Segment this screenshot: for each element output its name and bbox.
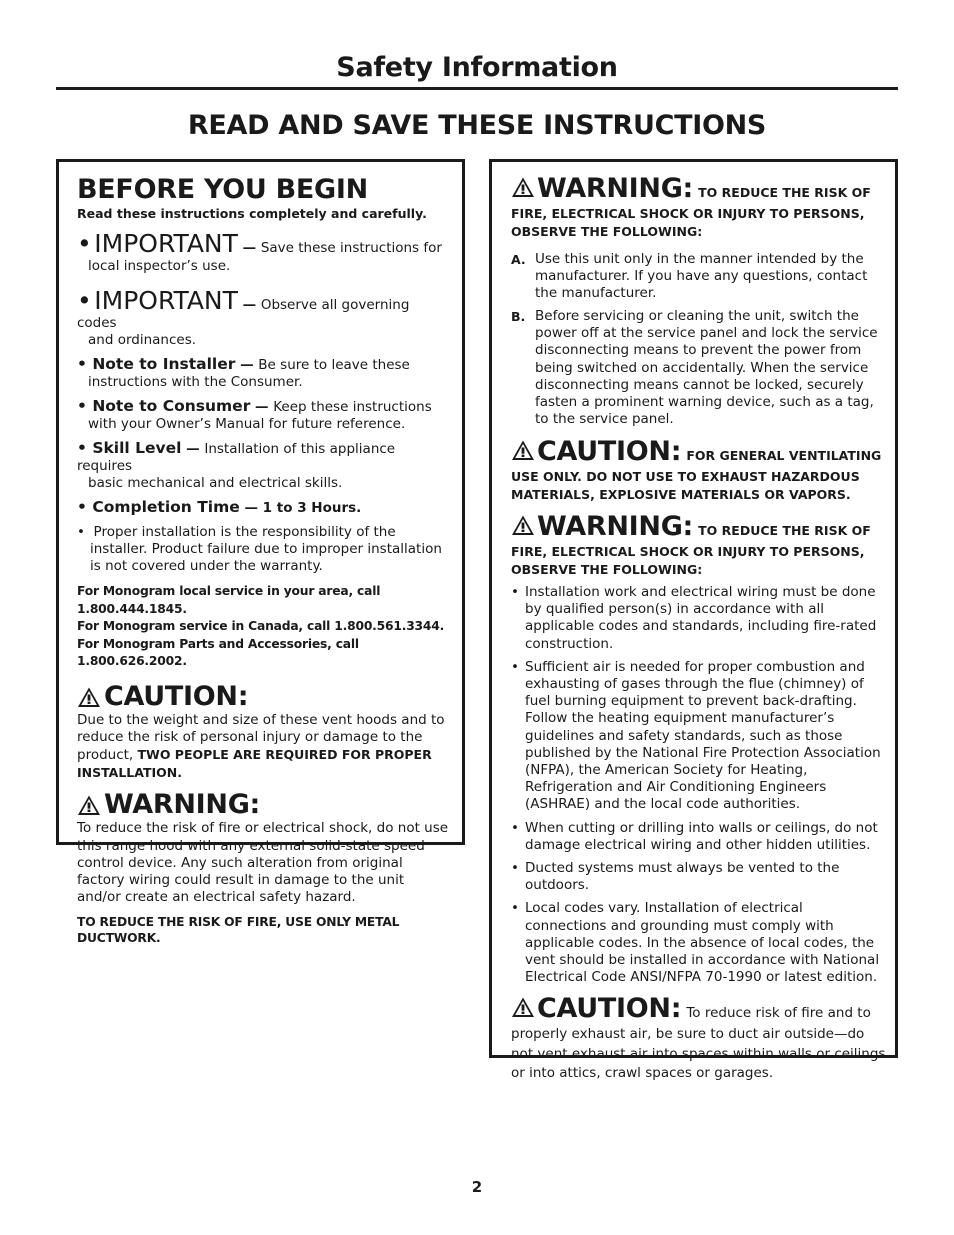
caution-text: To reduce risk of fire and to properly exhaust air, be sure to duct air outside—do not vent exhaust air into spaces within walls or ceilings or into attics, crawl spaces or garages.: [511, 1005, 886, 1081]
warning-triangle-icon: [77, 794, 101, 816]
caution-heading: CAUTION:: [104, 680, 249, 712]
warning-triangle-icon: [511, 176, 535, 198]
service-line: For Monogram Parts and Accessories, call 1.800.626.2002.: [77, 636, 359, 668]
important-text: Observe all governing codes: [77, 297, 410, 331]
caution-text-bold: TWO PEOPLE ARE REQUIRED FOR PROPER INSTALLATION.: [77, 746, 432, 781]
warning-block-1: [511, 174, 887, 240]
installer-responsibility: • Proper installation is the responsibility of the installer. Product failure due to improper installation is not covered under the warranty.: [77, 524, 442, 574]
warning-triangle-icon: [511, 996, 535, 1018]
warning-block-2: [511, 512, 887, 578]
caution-text: Due to the weight and size of these vent hoods and to reduce the risk of personal injury or damage to the product,: [77, 711, 445, 763]
before-you-begin-subtitle: Read these instructions completely and carefully.: [77, 206, 427, 221]
list-item: • Sufficient air is needed for proper combustion and exhausting of gases through the flue (chimney) of fuel burning equipment to prevent back-drafting. Follow the heating equipment manufacturer’s guidelines and safety standards, such as those published by the National Fire Protection Association (NFPA), the American Society for Heating, Refrigeration and Air Conditioning Engineers (ASHRAE) and the local code authorities.: [511, 658, 881, 813]
service-contacts: [77, 583, 450, 671]
section-title: Safety Information: [336, 52, 618, 83]
note-to-installer: • Note to Installer — Be sure to leave these instructions with the Consumer.: [77, 355, 410, 390]
caution-block: [77, 682, 450, 783]
list-item: • Local codes vary. Installation of electrical connections and grounding must comply with applicable codes. In the absence of local codes, the vent should be installed in accordance with National Electrical Code ANSI/NFPA 70-1990 or latest edition.: [511, 900, 880, 986]
list-item: • Ducted systems must always be vented to the outdoors.: [511, 859, 840, 894]
warning-triangle-icon: [511, 439, 535, 461]
list-item: B. Before servicing or cleaning the unit, switch the power off at the service panel and lock the service disconnecting means to prevent the power from being switched on accidentally. When the service disconnecting means cannot be locked, securely fasten a prominent warning device, such as a tag, to the service panel.: [511, 308, 878, 427]
before-you-begin-title: BEFORE YOU BEGIN: [77, 174, 368, 205]
caution-heading: CAUTION:: [537, 993, 682, 1025]
safety-warnings-box: [489, 159, 898, 1081]
warning-heading: WARNING:: [537, 510, 694, 542]
lettered-list: [511, 251, 887, 428]
warning-block: [77, 790, 450, 946]
before-you-begin-box: [56, 159, 465, 946]
service-line: For Monogram service in Canada, call 1.800.561.3344.: [77, 619, 445, 633]
important-lead: IMPORTANT: [94, 229, 238, 258]
warning-heading: WARNING:: [104, 789, 261, 821]
important-text: Save these instructions for: [260, 240, 442, 256]
service-line: For Monogram local service in your area, call 1.800.444.1845.: [77, 584, 381, 616]
list-item: A. Use this unit only in the manner intended by the manufacturer. If you have any questions, contact the manufacturer.: [511, 251, 868, 302]
completion-time: • Completion Time — 1 to 3 Hours.: [77, 498, 362, 516]
page-header: [56, 50, 898, 90]
warning-caps-text: TO REDUCE THE RISK OF FIRE, ELECTRICAL SHOCK OR INJURY TO PERSONS, OBSERVE THE FOLLOWING:: [511, 185, 871, 239]
caution-heading: CAUTION:: [537, 435, 682, 467]
metal-ductwork-note: TO REDUCE THE RISK OF FIRE, USE ONLY METAL DUCTWORK.: [77, 915, 400, 946]
important-item-2: • IMPORTANT — Observe all governing codes and ordinances.: [77, 286, 410, 348]
skill-level: • Skill Level — Installation of this appliance requires basic mechanical and electrical skills.: [77, 439, 396, 491]
page-number: 2: [471, 1178, 483, 1196]
caution-block-1: [511, 437, 887, 503]
warning-caps-text: TO REDUCE THE RISK OF FIRE, ELECTRICAL SHOCK OR INJURY TO PERSONS, OBSERVE THE FOLLOWING:: [511, 522, 871, 577]
caution-block-2: [511, 994, 887, 1082]
warning-heading: WARNING:: [537, 173, 694, 204]
warning-triangle-icon: [511, 514, 535, 536]
important-item-1: • IMPORTANT — Save these instructions for local inspector’s use.: [77, 229, 442, 274]
list-item: • Installation work and electrical wiring must be done by qualified person(s) in accordance with all applicable codes and standards, including fire-rated construction.: [511, 583, 877, 652]
caution-caps-text: FOR GENERAL VENTILATING USE ONLY. DO NOT USE TO EXHAUST HAZARDOUS MATERIALS, EXPLOSIVE MATERIALS OR VAPORS.: [511, 447, 882, 502]
bullet-list: [511, 584, 887, 986]
list-item: • When cutting or drilling into walls or ceilings, do not damage electrical wiring and other hidden utilities.: [511, 819, 878, 853]
note-to-consumer: • Note to Consumer — Keep these instructions with your Owner’s Manual for future reference.: [77, 397, 432, 432]
warning-triangle-icon: [77, 686, 101, 708]
warning-text: To reduce the risk of fire or electrical shock, do not use this range hood with any external solid-state speed control device. Any such alteration from original factory wiring could result in damage to the unit and/or create an electrical safety hazard.: [77, 820, 449, 906]
important-lead: IMPORTANT: [94, 286, 238, 315]
main-title: READ AND SAVE THESE INSTRUCTIONS: [187, 110, 767, 141]
